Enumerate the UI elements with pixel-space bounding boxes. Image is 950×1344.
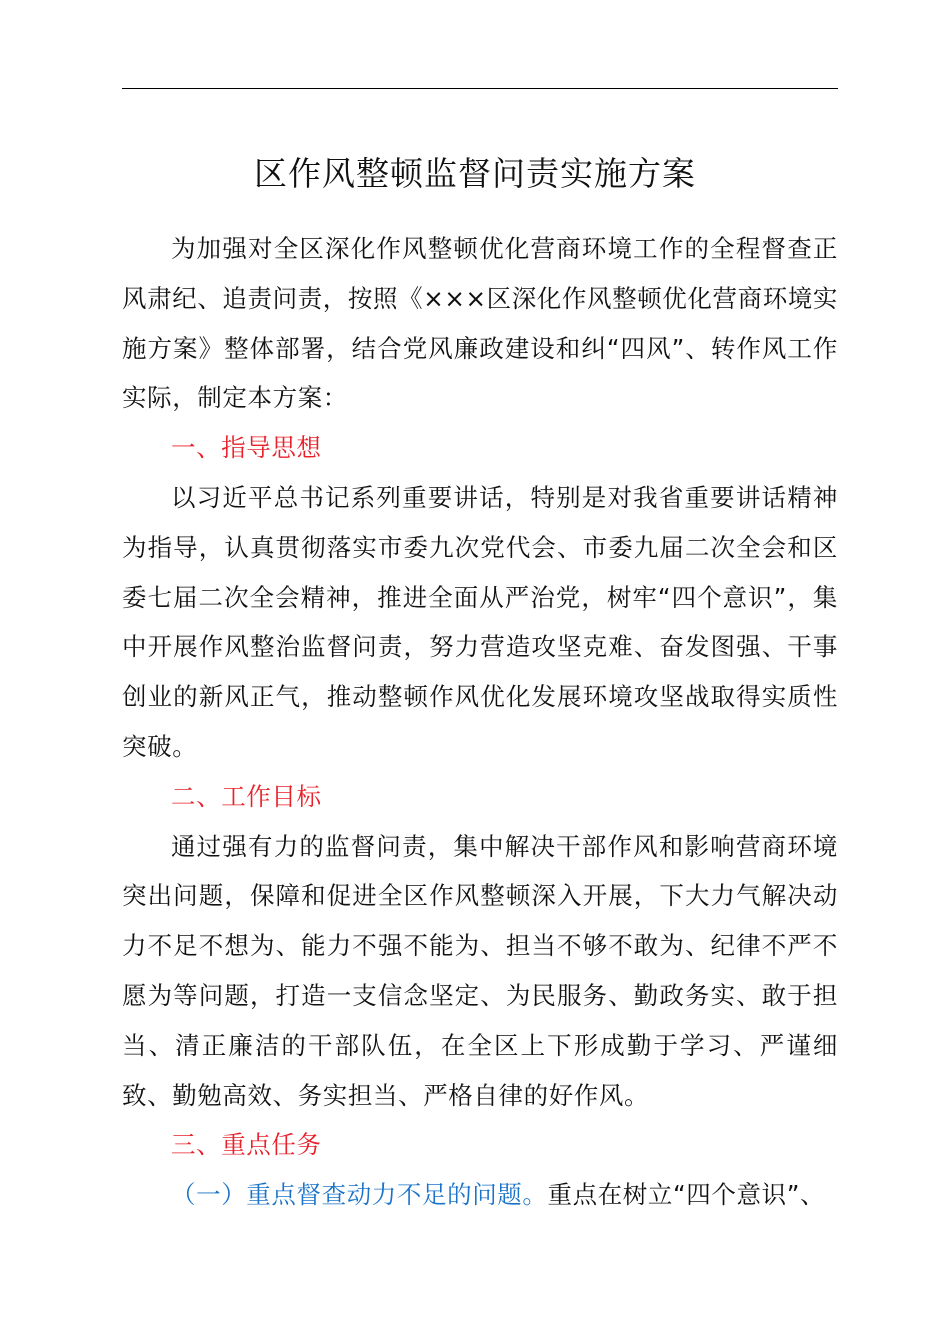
section-heading-key-tasks: 三、重点任务 [171,1130,322,1160]
document-title: 区作风整顿监督问责实施方案 [254,154,696,193]
header-rule [122,88,838,89]
intro-paragraph: 为加强对全区深化作风整顿优化营商环境工作的全程督查正风肃纪、追责问责，按照《×××区深化作风整顿优化营商环境实施方案》整体部署，结合党风廉政建设和纠“四风”、转作风工作实际，制定本方案： [122,234,838,413]
section-paragraph-work-goals: 通过强有力的监督问责，集中解决干部作风和影响营商环境突出问题，保障和促进全区作风整顿深入开展，下大力气解决动力不足不想为、能力不强不能为、担当不够不敢为、纪律不严不愿为等问题，打造一支信念坚定、为民服务、勤政务实、敢于担当、清正廉洁的干部队伍，在全区上下形成勤于学习、严谨细致、勤勉高效、务实担当、严格自律的好作风。 [122,831,838,1110]
subsection-label: （一）重点督查动力不足的问题。 [171,1180,548,1210]
subsection-text: 重点在树立“四个意识”、 [547,1180,826,1210]
section-paragraph-guiding-thought: 以习近平总书记系列重要讲话，特别是对我省重要讲话精神为指导，认真贯彻落实市委九次党代会、市委九届二次全会和区委七届二次全会精神，推进全面从严治党，树牢“四个意识”，集中开展作风整治监督问责，努力营造攻坚克难、奋发图强、干事创业的新风正气，推动整顿作风优化发展环境攻坚战取得实质性突破。 [122,482,838,761]
subsection-paragraph [122,1170,838,1220]
section-heading-guiding-thought: 一、指导思想 [171,433,322,463]
section-heading-work-goals: 二、工作目标 [171,781,322,811]
document-body [122,224,838,1220]
